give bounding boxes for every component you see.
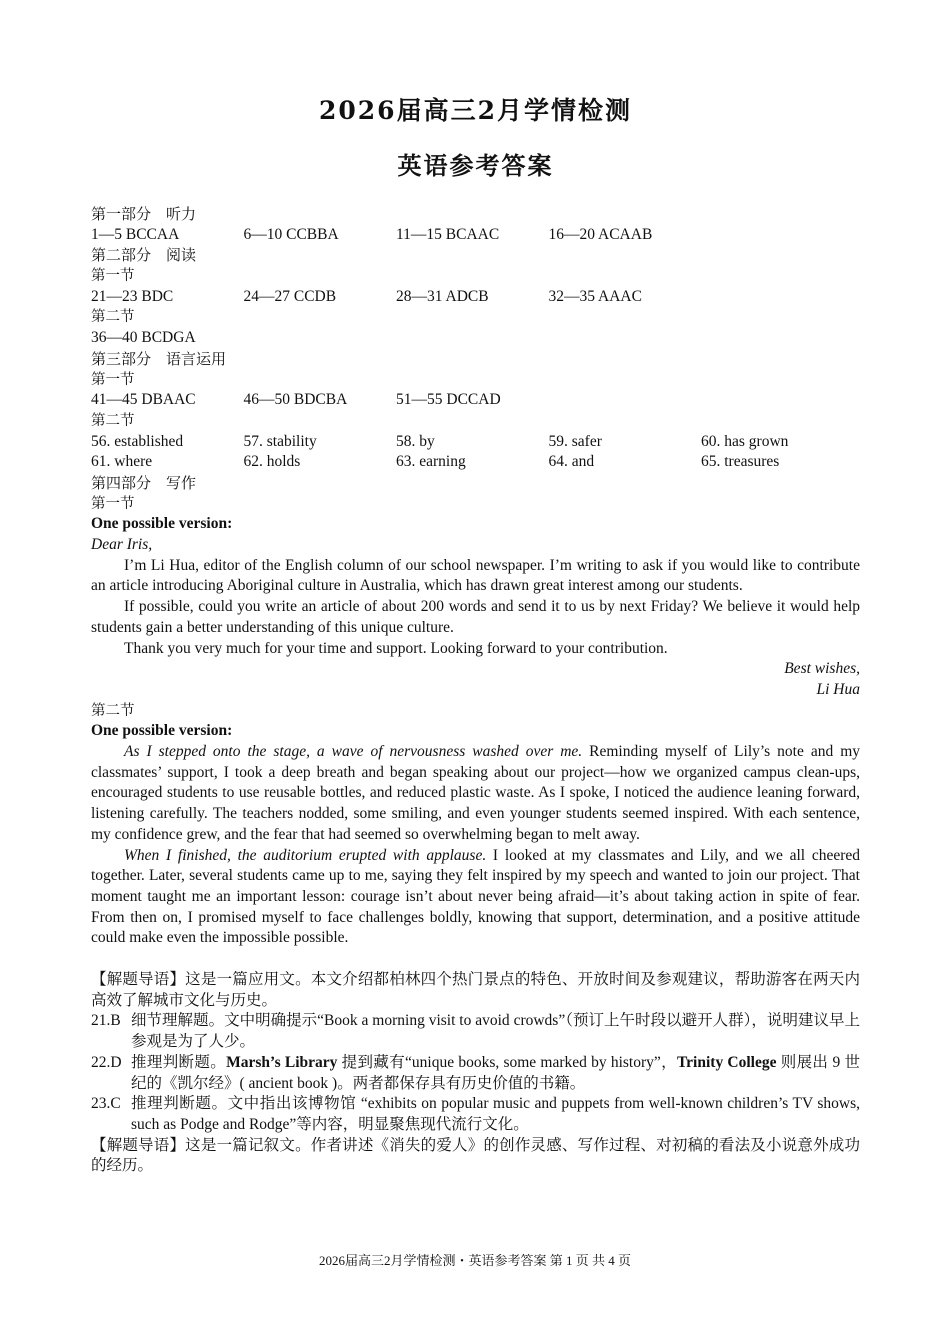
answer-cell: 64. and — [548, 453, 595, 471]
explanation-bold-term: Trinity College — [676, 1053, 777, 1071]
question-number: 23.C — [91, 1095, 121, 1113]
part2-section2-heading: 第二节 — [91, 309, 135, 326]
answer-cell: 62. holds — [243, 453, 301, 471]
answer-cell: 60. has grown — [701, 432, 789, 450]
answer-cell: 41—45 DBAAC — [91, 391, 196, 409]
explanation-text — [131, 1053, 860, 1094]
page-subtitle: 英语参考答案 — [397, 151, 554, 180]
story-body: Reminding myself of Lily’s note and my classmates’ support, I took a deep breath and began speaking about our project—how we organized campus clean-ups, encouraged students to use reusable bottles, and reduced plastic waste. As I spoke, I noticed the audience leaning forward, listening carefully. The teachers nodded, some smiling, and even younger students seemed inspired. With each sentence, my confidence grew, and the fear that had seemed so overwhelming began to melt away. — [91, 743, 860, 843]
part1-answers-row — [91, 225, 860, 246]
part3-section1-heading: 第一节 — [91, 371, 135, 388]
part2-answers-row-2 — [91, 328, 860, 349]
version-label: One possible version: — [91, 515, 233, 533]
part2-answers-row — [91, 287, 860, 308]
answer-cell: 58. by — [396, 432, 435, 450]
letter-closing: Best wishes, — [784, 660, 860, 678]
explanation-bold-term: Marsh’s Library — [226, 1053, 338, 1071]
page-footer: 2026届高三2月学情检测・英语参考答案 第 1 页 共 4 页 — [318, 1253, 631, 1268]
answer-cell: 28—31 ADCB — [396, 287, 489, 305]
letter-signature: Li Hua — [816, 680, 860, 698]
story-body: I looked at my classmates and Lily, and we all cheered together. Later, several students came up to me, saying they felt inspired by my speech and wanted to join our project. That moment taught me an important lesson: courage isn’t about never being afraid—it’s about taking action in spite of fear. From then on, I promised myself to face challenges boldly, knowing that support, determination, and a positive attitude could make even the impossible possible. — [91, 846, 860, 947]
part3-fill-row-1 — [91, 432, 860, 453]
answer-cell: 32—35 AAAC — [548, 287, 642, 305]
answer-cell: 59. safer — [548, 432, 602, 450]
explanation-item — [91, 1053, 860, 1094]
part3-heading: 第三部分 语言运用 — [91, 349, 227, 368]
answer-cell: 63. earning — [396, 453, 466, 471]
story-paragraph — [91, 846, 860, 950]
part3-section2-heading: 第二节 — [91, 412, 135, 429]
spacer — [91, 949, 860, 970]
story-lead-sentence: When I finished, the auditorium erupted with applause. — [124, 846, 487, 864]
answer-cell: 61. where — [91, 453, 153, 471]
part4-heading: 第四部分 写作 — [91, 473, 197, 492]
answer-cell: 65. treasures — [701, 453, 780, 471]
explanation-text: 推理判断题。文中指出该博物馆 “exhibits on popular music and puppets from well-known children’s TV shows, such as Podge and Rodge”等内容，明显聚焦现代流行文化。 — [131, 1095, 860, 1133]
answer-cell: 36—40 BCDGA — [91, 329, 196, 347]
answer-cell: 1—5 BCCAA — [91, 225, 180, 243]
story-lead-sentence: As I stepped onto the stage, a wave of nervousness washed over me. — [124, 743, 583, 761]
page-title: 2026届高三2月学情检测 — [319, 96, 632, 125]
question-number: 21.B — [91, 1012, 121, 1030]
explanation-part: 提到藏有“unique books, some marked by history”， — [337, 1053, 677, 1071]
version-label-2: One possible version: — [91, 722, 233, 740]
answer-cell: 57. stability — [243, 432, 317, 450]
story-paragraph — [91, 742, 860, 846]
answer-cell: 51—55 DCCAD — [396, 391, 501, 409]
explanation-item — [91, 1011, 860, 1052]
part1-heading: 第一部分 听力 — [91, 205, 197, 223]
answer-cell: 6—10 CCBBA — [243, 225, 339, 243]
letter-salutation: Dear Iris, — [91, 536, 153, 554]
answer-cell: 56. established — [91, 432, 184, 450]
part3-fill-row-2 — [91, 452, 860, 473]
answer-cell: 21—23 BDC — [91, 287, 174, 305]
part3-answers-row — [91, 390, 860, 411]
answer-cell: 11—15 BCAAC — [396, 225, 500, 243]
explanation-item — [91, 1094, 860, 1135]
answer-cell: 46—50 BDCBA — [243, 391, 348, 409]
explanation-text: 细节理解题。文中明确提示“Book a morning visit to avoid crowds”（预订上午时段以避开人群），说明建议早上参观是为了人少。 — [131, 1012, 860, 1051]
part2-heading: 第二部分 阅读 — [91, 246, 197, 265]
reading-guide: 【解题导语】这是一篇应用文。本文介绍都柏林四个热门景点的特色、开放时间及参观建议，帮助游客在两天内高效了解城市文化与历史。 — [91, 971, 860, 1009]
question-number: 22.D — [91, 1053, 122, 1071]
letter-paragraph: Thank you very much for your time and support. Looking forward to your contribution. — [124, 639, 668, 657]
answer-key-page — [91, 94, 860, 1177]
answer-cell: 16—20 ACAAB — [548, 225, 653, 243]
part4-section1-heading: 第一节 — [91, 495, 135, 512]
reading-guide: 【解题导语】这是一篇记叙文。作者讲述《消失的爱人》的创作灵感、写作过程、对初稿的看法及小说意外成功的经历。 — [91, 1136, 860, 1175]
explanation-part: 则展出 9 世纪的《凯尔经》( ancient book )。两者都保存具有历史价值的书籍。 — [131, 1053, 860, 1092]
letter-paragraph: If possible, could you write an article of about 200 words and send it to us by next Friday? We believe it would help students gain a better understanding of this unique culture. — [91, 598, 860, 636]
explanation-part: 推理判断题。 — [131, 1053, 227, 1071]
part4-section2-heading: 第二节 — [91, 702, 135, 719]
letter-paragraph: I’m Li Hua, editor of the English column of our school newspaper. I’m writing to ask if you would like to contribute an article introducing Aboriginal culture in Australia, which has drawn great interest among our students. — [91, 556, 860, 595]
part2-section1-heading: 第一节 — [91, 268, 135, 285]
answer-cell: 24—27 CCDB — [243, 287, 337, 305]
